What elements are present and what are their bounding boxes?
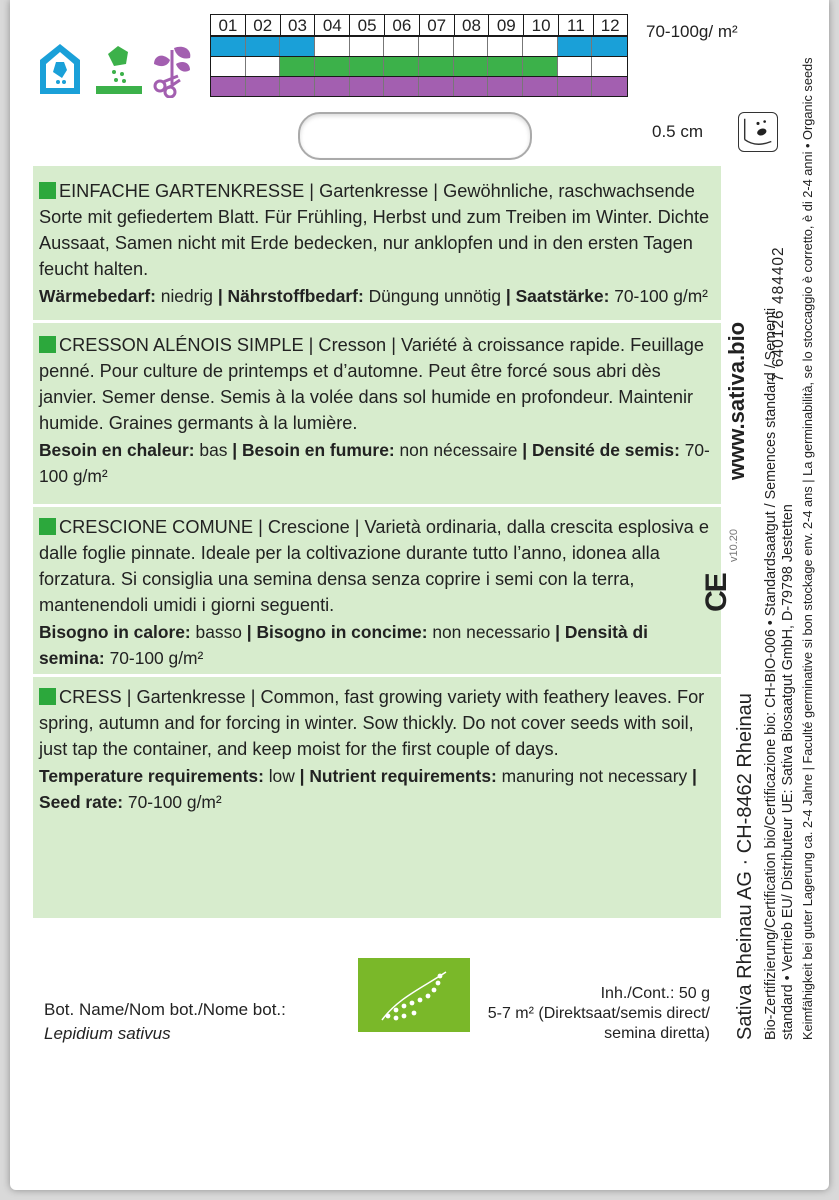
botanical-name-label: Bot. Name/Nom bot./Nome bot.: (44, 1000, 286, 1019)
house-seed-icon (36, 40, 84, 98)
description-text: CRESSON ALÉNOIS SIMPLE | Cresson | Variété à croissance rapide. Feuillage penné. Pour culture de printemps et d’automne. Peut être forcé sous abri dès janvier. Semer dense. Semis à la volée dans sol humide en profondeur. Maintenir humide. Graines germants à la lumière. (39, 335, 704, 433)
eu-organic-leaf-icon (358, 958, 470, 1032)
calendar-cell (280, 77, 315, 96)
calendar-row-outdoor (210, 56, 628, 76)
seed-density-label: 70-100g/ m² (646, 22, 738, 41)
section-divider (33, 320, 721, 323)
description-panel (33, 166, 721, 918)
calendar-cell (384, 37, 419, 56)
calendar-cell (454, 37, 489, 56)
calendar-cell (454, 77, 489, 96)
calendar-cell (419, 57, 454, 76)
calendar-cell (315, 57, 350, 76)
month-label: 08 (454, 14, 489, 36)
calendar-cell (488, 77, 523, 96)
calendar-cell (592, 37, 627, 56)
month-label: 09 (488, 14, 523, 36)
month-label: 05 (349, 14, 384, 36)
green-square-icon (39, 688, 56, 705)
month-label: 02 (245, 14, 280, 36)
requirements-line: Besoin en chaleur: bas | Besoin en fumure: non nécessaire | Densité de semis: 70-100 g/m² (39, 440, 710, 486)
green-square-icon (39, 336, 56, 353)
website-url: www.sativa.bio (724, 321, 749, 480)
green-square-icon (39, 518, 56, 535)
calendar-cell (350, 77, 385, 96)
barcode-number: 7 640126 484402 (770, 246, 787, 382)
month-label: 01 (210, 14, 245, 36)
calendar-cell (454, 57, 489, 76)
certification-text: Bio-Zertifizierung/Certification bio/Certificazione bio: CH-BIO-006 • Standardsaatgut / Semences standard / Sementi (763, 307, 779, 1040)
calendar-cell (558, 77, 593, 96)
hang-hole (298, 112, 532, 160)
calendar-cell (523, 37, 558, 56)
calendar-cell (558, 57, 593, 76)
calendar-cell (419, 77, 454, 96)
calendar-row-indoor (210, 36, 628, 56)
calendar-cell (350, 57, 385, 76)
calendar-row-harvest (210, 76, 628, 96)
calendar-cell (280, 57, 315, 76)
green-square-icon (39, 182, 56, 199)
month-label: 03 (280, 14, 315, 36)
section-german (39, 178, 715, 309)
calendar-cell (280, 37, 315, 56)
scissors-plant-icon (148, 40, 196, 98)
calendar-cell (315, 77, 350, 96)
calendar-cell (488, 57, 523, 76)
calendar-cell (211, 37, 246, 56)
ce-mark-text: CE (700, 574, 733, 612)
requirements-line: Wärmebedarf: niedrig | Nährstoffbedarf: Düngung unnötig | Saatstärke: 70-100 g/m² (39, 286, 708, 306)
calendar-cell (246, 77, 281, 96)
calendar-cell (211, 77, 246, 96)
calendar-cell (488, 37, 523, 56)
description-text: CRESS | Gartenkresse | Common, fast growing variety with feathery leaves. For spring, autumn and for forcing in winter. Sow thickly. Do not cover seeds with soil, just tap the container, and keep moist for the first couple of days. (39, 687, 705, 759)
section-divider (33, 674, 721, 677)
month-label: 07 (419, 14, 454, 36)
calendar-cell (523, 57, 558, 76)
seed-depth-icon (738, 112, 778, 152)
calendar-bottom-line (210, 96, 628, 97)
calendar-cell (246, 37, 281, 56)
description-text: CRESCIONE COMUNE | Crescione | Varietà ordinaria, dalla crescita esplosiva e dalle foglie pinnate. Ideale per la coltivazione durante tutto l’anno, idonea alla forzatura. Si consiglia una semina densa senza coprire i semi con la terra, mantenendoli umidi i giorni seguenti. (39, 517, 709, 615)
calendar-cell (350, 37, 385, 56)
calendar-cell (384, 77, 419, 96)
month-header-row (210, 14, 628, 36)
calendar-cell (523, 77, 558, 96)
contents-info (480, 984, 710, 1044)
requirements-line: Temperature requirements: low | Nutrient requirements: manuring not necessary | Seed rate: 70-100 g/m² (39, 766, 697, 812)
month-label: 04 (314, 14, 349, 36)
month-label: 06 (384, 14, 419, 36)
month-label: 10 (523, 14, 558, 36)
germination-text: Keimfähigkeit bei guter Lagerung ca. 2-4 Jahre | Faculté germinative si bon stockage env. 2-4 ans | La germinabilità, se lo stoccaggio è corretto, è di 2-4 anni • Organic seeds (800, 57, 815, 1040)
calendar-cell (315, 37, 350, 56)
calendar-cell (211, 57, 246, 76)
section-divider (33, 504, 721, 507)
section-italian (39, 514, 715, 671)
calendar-cell (384, 57, 419, 76)
botanical-name: Lepidium sativus (44, 1024, 171, 1043)
version-label: v10.20 (728, 528, 740, 562)
ce-mark-icon (700, 568, 734, 612)
net-contents: Inh./Cont.: 50 g (600, 985, 710, 1002)
month-label: 12 (593, 14, 628, 36)
requirements-line: Bisogno in calore: basso | Bisogno in concime: non necessario | Densità di semina: 70-100 g/m² (39, 622, 648, 668)
distribution-text: standard • Vertrieb EU/ Distributeur UE: Sativa Biosaatgut GmbH, D-79798 Jestetten (780, 504, 796, 1040)
field-seed-icon (96, 40, 144, 98)
coverage-line-2: semina diretta) (604, 1025, 710, 1042)
calendar-cell (558, 37, 593, 56)
month-label: 11 (558, 14, 593, 36)
calendar-cell (592, 57, 627, 76)
company-address: Sativa Rheinau AG · CH-8462 Rheinau (734, 693, 756, 1040)
description-text: EINFACHE GARTENKRESSE | Gartenkresse | Gewöhnliche, raschwachsende Sorte mit gefiedertem Blatt. Für Frühling, Herbst und zum Treiben im Winter. Dichte Aussaat, Samen nicht mit Erde bedecken, nur anklopfen und in den ersten Tagen feucht halten. (39, 181, 710, 279)
seed-packet (10, 0, 829, 1190)
section-french (39, 332, 715, 489)
calendar-cell (419, 37, 454, 56)
calendar-cell (592, 77, 627, 96)
coverage-line: 5-7 m² (Direktsaat/semis direct/ (487, 1005, 710, 1022)
sowing-calendar (210, 14, 628, 97)
section-english (39, 684, 715, 815)
calendar-cell (246, 57, 281, 76)
sowing-depth-label: 0.5 cm (652, 122, 704, 141)
